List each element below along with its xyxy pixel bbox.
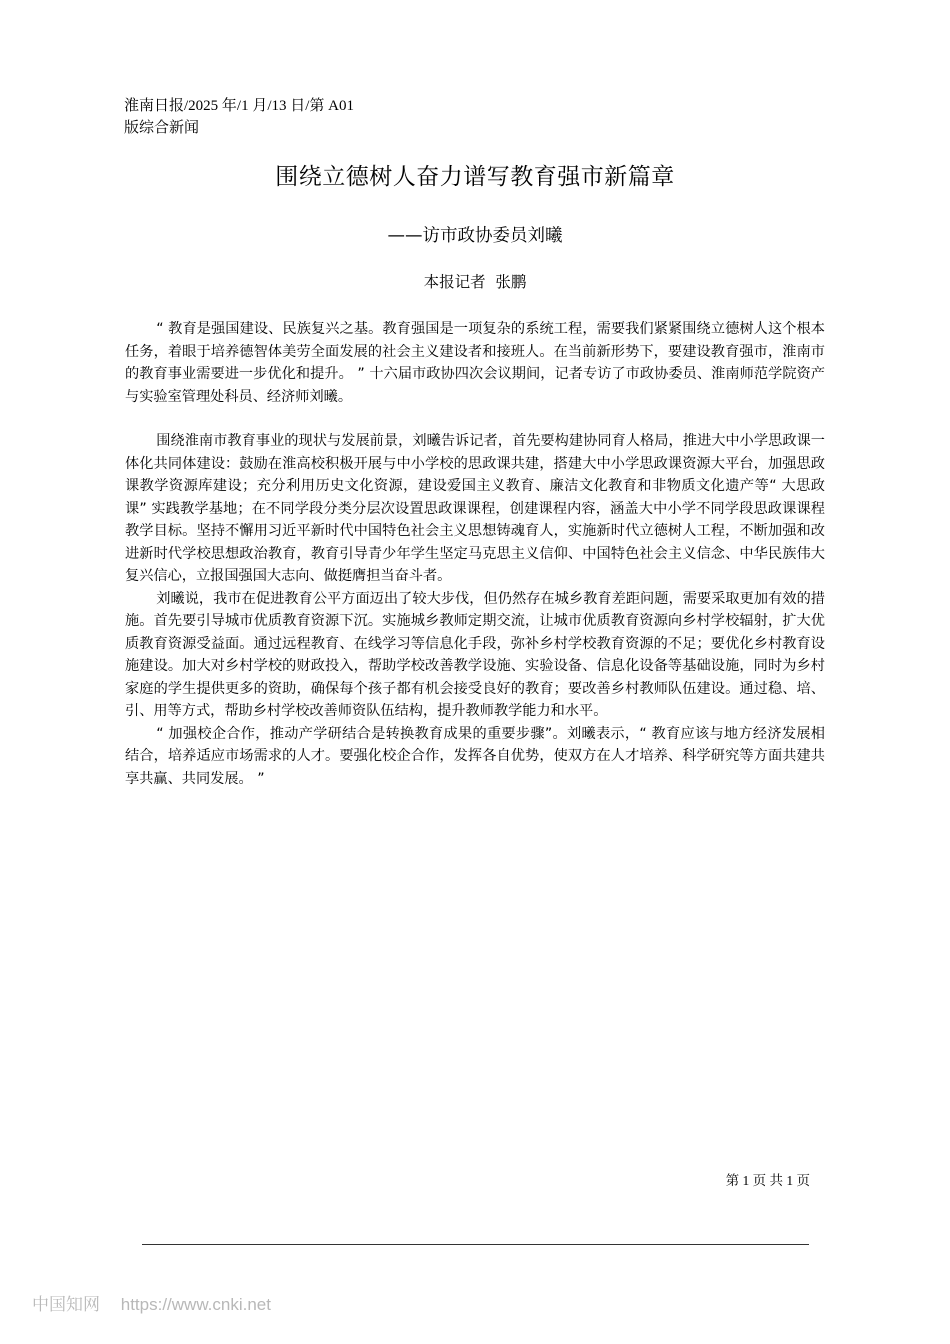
page-number: 第 1 页 共 1 页 xyxy=(725,1173,810,1188)
footer-divider xyxy=(142,1244,809,1245)
watermark-brand: 中国知网 xyxy=(32,1295,100,1314)
article-byline: 本报记者 张鹏 xyxy=(423,273,527,291)
body-paragraph: “ 教育是强国建设、民族复兴之基。教育强国是一项复杂的系统工程，需要我们紧紧围绕立德树人这个根本任务，着眼于培养德智体美劳全面发展的社会主义建设者和接班人。在当前新形势下，要建设教育强市，淮南市的教育事业需要进一步优化和提升。 ” 十六届市政协四次会议期间，记者专访了市政协委员、淮南师范学院资产与实验室管理处科员、经济师刘曦。 xyxy=(125,321,825,405)
watermark-url[interactable]: https://www.cnki.net xyxy=(120,1295,271,1314)
footer-watermark xyxy=(32,1292,271,1318)
source-citation: 淮南日报/2025 年/1 月/13 日/第 A01 版综合新闻 xyxy=(124,98,355,136)
article-title: 围绕立德树人奋力谱写教育强市新篇章 xyxy=(275,164,675,190)
body-paragraph: 围绕淮南市教育事业的现状与发展前景，刘曦告诉记者，首先要构建协同育人格局，推进大中小学思政课一体化共同体建设：鼓励在淮高校积极开展与中小学校的思政课共建，搭建大中小学思政课资源大平台，加强思政课教学资源库建设；充分利用历史文化资源，建设爱国主义教育、廉洁文化教育和非物质文化遗产等“ 大思政课” 实践教学基地；在不同学段分类分层次设置思政课课程，创建课程内容，涵盖大中小学不同学段思政课课程教学目标。坚持不懈用习近平新时代中国特色社会主义思想铸魂育人，实施新时代立德树人工程，不断加强和改进新时代学校思想政治教育，教育引导青少年学生坚定马克思主义信仰、中国特色社会主义信念、中华民族伟大复兴信心，立报国强国大志向、做挺膺担当奋斗者。 xyxy=(125,433,825,584)
body-paragraph: “ 加强校企合作，推动产学研结合是转换教育成果的重要步骤”。刘曦表示，“ 教育应该与地方经济发展相结合，培养适应市场需求的人才。要强化校企合作，发挥各自优势，使双方在人才培养、科学研究等方面共建共享共赢、共同发展。 ” xyxy=(125,725,825,787)
article-subtitle: ——访市政协委员刘曦 xyxy=(387,226,563,246)
body-paragraph: 刘曦说，我市在促进教育公平方面迈出了较大步伐，但仍然存在城乡教育差距问题，需要采取更加有效的措施。首先要引导城市优质教育资源下沉。实施城乡教师定期交流，让城市优质教育资源向乡村学校辐射，扩大优质教育资源受益面。通过远程教育、在线学习等信息化手段，弥补乡村学校教育资源的不足；要优化乡村教育设施建设。加大对乡村学校的财政投入，帮助学校改善教学设施、实验设备、信息化设备等基础设施，同时为乡村家庭的学生提供更多的资助，确保每个孩子都有机会接受良好的教育；要改善乡村教师队伍建设。通过稳、培、引、用等方式，帮助乡村学校改善师资队伍结构，提升教师教学能力和水平。 xyxy=(125,590,825,719)
article-body xyxy=(125,318,825,790)
